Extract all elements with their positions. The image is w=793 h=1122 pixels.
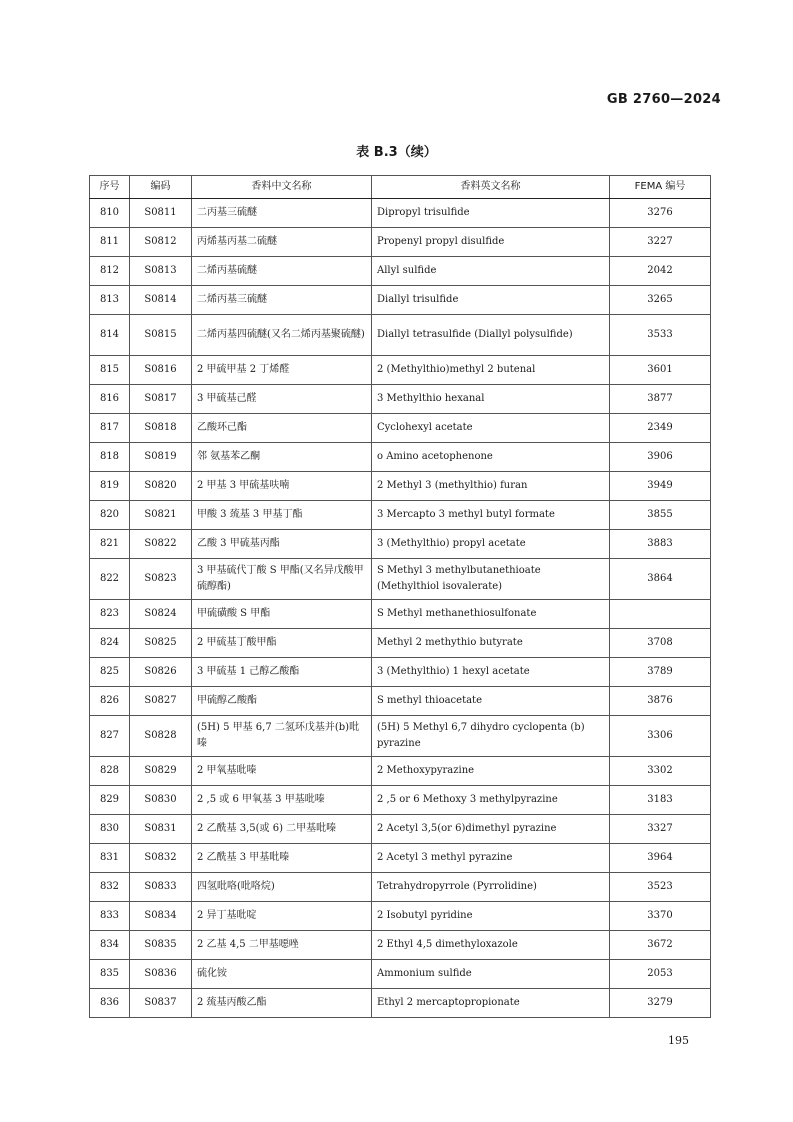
english-name-cell: S Methyl methanethiosulfonate: [372, 600, 610, 629]
chinese-name-cell: 乙酸环己酯: [192, 414, 372, 443]
serial-cell: 836: [90, 989, 130, 1018]
code-cell: S0816: [130, 356, 192, 385]
column-header-chinese-name: 香料中文名称: [192, 176, 372, 199]
code-cell: S0830: [130, 786, 192, 815]
table-row: [90, 873, 711, 902]
chinese-name-cell: 二烯丙基三硫醚: [192, 286, 372, 315]
english-name-cell: Propenyl propyl disulfide: [372, 228, 610, 257]
fema-number-cell: 3789: [610, 658, 711, 687]
chinese-name-cell: 2 甲基 3 甲硫基呋喃: [192, 472, 372, 501]
code-cell: S0818: [130, 414, 192, 443]
serial-cell: 827: [90, 716, 130, 757]
table-row: [90, 356, 711, 385]
chinese-name-cell: 3 甲硫基 1 己醇乙酸酯: [192, 658, 372, 687]
table-row: [90, 815, 711, 844]
table-row: [90, 501, 711, 530]
chinese-name-cell: 2 乙基 4,5 二甲基噁唑: [192, 931, 372, 960]
fema-number-cell: 2053: [610, 960, 711, 989]
serial-cell: 815: [90, 356, 130, 385]
english-name-cell: 2 Ethyl 4,5 dimethyloxazole: [372, 931, 610, 960]
table-row: [90, 600, 711, 629]
chinese-name-cell: 2 异丁基吡啶: [192, 902, 372, 931]
english-name-cell: 3 Methylthio hexanal: [372, 385, 610, 414]
serial-cell: 813: [90, 286, 130, 315]
serial-cell: 810: [90, 199, 130, 228]
fema-number-cell: 3864: [610, 559, 711, 600]
english-name-cell: 2 Methoxypyrazine: [372, 757, 610, 786]
chinese-name-cell: 3 甲硫基己醛: [192, 385, 372, 414]
english-name-cell: Methyl 2 methythio butyrate: [372, 629, 610, 658]
fema-number-cell: 3601: [610, 356, 711, 385]
code-cell: S0832: [130, 844, 192, 873]
table-body: [90, 199, 711, 1018]
code-cell: S0813: [130, 257, 192, 286]
chinese-name-cell: 2 巯基丙酸乙酯: [192, 989, 372, 1018]
fema-number-cell: 3302: [610, 757, 711, 786]
code-cell: S0833: [130, 873, 192, 902]
table-row: [90, 757, 711, 786]
table-row: [90, 199, 711, 228]
english-name-cell: Ethyl 2 mercaptopropionate: [372, 989, 610, 1018]
fema-number-cell: 3672: [610, 931, 711, 960]
fema-number-cell: 3523: [610, 873, 711, 902]
table-row: [90, 960, 711, 989]
chinese-name-cell: 四氢吡咯(吡咯烷): [192, 873, 372, 902]
table-row: [90, 989, 711, 1018]
chinese-name-cell: 甲酸 3 巯基 3 甲基丁酯: [192, 501, 372, 530]
table-row: [90, 315, 711, 356]
chinese-name-cell: 2 甲硫甲基 2 丁烯醛: [192, 356, 372, 385]
english-name-cell: Tetrahydropyrrole (Pyrrolidine): [372, 873, 610, 902]
serial-cell: 825: [90, 658, 130, 687]
standard-code: GB 2760—2024: [606, 92, 721, 107]
chinese-name-cell: 邻 氨基苯乙酮: [192, 443, 372, 472]
serial-cell: 821: [90, 530, 130, 559]
fema-number-cell: [610, 600, 711, 629]
english-name-cell: o Amino acetophenone: [372, 443, 610, 472]
english-name-cell: 3 (Methylthio) propyl acetate: [372, 530, 610, 559]
chinese-name-cell: 2 甲氧基吡嗪: [192, 757, 372, 786]
fema-number-cell: 3906: [610, 443, 711, 472]
serial-cell: 835: [90, 960, 130, 989]
table-row: [90, 228, 711, 257]
fema-number-cell: 3183: [610, 786, 711, 815]
code-cell: S0826: [130, 658, 192, 687]
fema-number-cell: 3227: [610, 228, 711, 257]
english-name-cell: Ammonium sulfide: [372, 960, 610, 989]
serial-cell: 830: [90, 815, 130, 844]
fema-number-cell: 3708: [610, 629, 711, 658]
table-row: [90, 716, 711, 757]
serial-cell: 812: [90, 257, 130, 286]
chinese-name-cell: 二烯丙基四硫醚(又名二烯丙基聚硫醚): [192, 315, 372, 356]
table-row: [90, 687, 711, 716]
serial-cell: 817: [90, 414, 130, 443]
english-name-cell: Allyl sulfide: [372, 257, 610, 286]
table-caption: 表 B.3（续）: [356, 145, 437, 160]
fema-number-cell: 3855: [610, 501, 711, 530]
fema-number-cell: 3877: [610, 385, 711, 414]
table-row: [90, 385, 711, 414]
fema-number-cell: 3279: [610, 989, 711, 1018]
chinese-name-cell: 甲硫磺酸 S 甲酯: [192, 600, 372, 629]
fema-number-cell: 3876: [610, 687, 711, 716]
chinese-name-cell: 二丙基三硫醚: [192, 199, 372, 228]
english-name-cell: Dipropyl trisulfide: [372, 199, 610, 228]
fema-number-cell: 3883: [610, 530, 711, 559]
fema-number-cell: 3370: [610, 902, 711, 931]
english-name-cell: S Methyl 3 methylbutanethioate (Methylthiol isovalerate): [372, 559, 610, 600]
code-cell: S0811: [130, 199, 192, 228]
serial-cell: 819: [90, 472, 130, 501]
serial-cell: 828: [90, 757, 130, 786]
serial-cell: 816: [90, 385, 130, 414]
table-row: [90, 629, 711, 658]
code-cell: S0824: [130, 600, 192, 629]
serial-cell: 814: [90, 315, 130, 356]
chinese-name-cell: 乙酸 3 甲硫基丙酯: [192, 530, 372, 559]
serial-cell: 833: [90, 902, 130, 931]
english-name-cell: Diallyl tetrasulfide (Diallyl polysulfide): [372, 315, 610, 356]
code-cell: S0823: [130, 559, 192, 600]
chinese-name-cell: 丙烯基丙基二硫醚: [192, 228, 372, 257]
column-header-english-name: 香料英文名称: [372, 176, 610, 199]
chinese-name-cell: 2 乙酰基 3,5(或 6) 二甲基吡嗪: [192, 815, 372, 844]
chinese-name-cell: 硫化铵: [192, 960, 372, 989]
chinese-name-cell: 甲硫醇乙酸酯: [192, 687, 372, 716]
chinese-name-cell: 2 乙酰基 3 甲基吡嗪: [192, 844, 372, 873]
fema-number-cell: 3533: [610, 315, 711, 356]
code-cell: S0822: [130, 530, 192, 559]
code-cell: S0831: [130, 815, 192, 844]
code-cell: S0834: [130, 902, 192, 931]
english-name-cell: S methyl thioacetate: [372, 687, 610, 716]
chinese-name-cell: 二烯丙基硫醚: [192, 257, 372, 286]
chinese-name-cell: 3 甲基硫代丁酸 S 甲酯(又名异戊酸甲硫醇酯): [192, 559, 372, 600]
code-cell: S0825: [130, 629, 192, 658]
table-row: [90, 286, 711, 315]
code-cell: S0820: [130, 472, 192, 501]
fema-number-cell: 3327: [610, 815, 711, 844]
table-header-row: [90, 176, 711, 199]
table-row: [90, 931, 711, 960]
english-name-cell: 3 Mercapto 3 methyl butyl formate: [372, 501, 610, 530]
code-cell: S0817: [130, 385, 192, 414]
column-header-fema-number: FEMA 编号: [610, 176, 711, 199]
code-cell: S0837: [130, 989, 192, 1018]
serial-cell: 818: [90, 443, 130, 472]
table-row: [90, 559, 711, 600]
table-row: [90, 414, 711, 443]
fema-number-cell: 2349: [610, 414, 711, 443]
fema-number-cell: 3949: [610, 472, 711, 501]
serial-cell: 831: [90, 844, 130, 873]
fema-number-cell: 2042: [610, 257, 711, 286]
english-name-cell: (5H) 5 Methyl 6,7 dihydro cyclopenta (b) pyrazine: [372, 716, 610, 757]
column-header-serial: 序号: [90, 176, 130, 199]
serial-cell: 822: [90, 559, 130, 600]
chinese-name-cell: (5H) 5 甲基 6,7 二氢环戊基并(b)吡嗪: [192, 716, 372, 757]
table-row: [90, 472, 711, 501]
chinese-name-cell: 2 ,5 或 6 甲氧基 3 甲基吡嗪: [192, 786, 372, 815]
fema-number-cell: 3265: [610, 286, 711, 315]
column-header-code: 编码: [130, 176, 192, 199]
table-row: [90, 902, 711, 931]
serial-cell: 820: [90, 501, 130, 530]
code-cell: S0814: [130, 286, 192, 315]
serial-cell: 823: [90, 600, 130, 629]
english-name-cell: 2 Isobutyl pyridine: [372, 902, 610, 931]
serial-cell: 826: [90, 687, 130, 716]
serial-cell: 811: [90, 228, 130, 257]
english-name-cell: Diallyl trisulfide: [372, 286, 610, 315]
english-name-cell: Cyclohexyl acetate: [372, 414, 610, 443]
table-row: [90, 257, 711, 286]
serial-cell: 832: [90, 873, 130, 902]
code-cell: S0836: [130, 960, 192, 989]
english-name-cell: 2 Acetyl 3 methyl pyrazine: [372, 844, 610, 873]
table-row: [90, 530, 711, 559]
english-name-cell: 2 Acetyl 3,5(or 6)dimethyl pyrazine: [372, 815, 610, 844]
code-cell: S0829: [130, 757, 192, 786]
table-row: [90, 658, 711, 687]
table-row: [90, 786, 711, 815]
table-row: [90, 844, 711, 873]
table-row: [90, 443, 711, 472]
code-cell: S0827: [130, 687, 192, 716]
serial-cell: 824: [90, 629, 130, 658]
serial-cell: 829: [90, 786, 130, 815]
code-cell: S0819: [130, 443, 192, 472]
english-name-cell: 2 ,5 or 6 Methoxy 3 methylpyrazine: [372, 786, 610, 815]
chinese-name-cell: 2 甲硫基丁酸甲酯: [192, 629, 372, 658]
code-cell: S0821: [130, 501, 192, 530]
code-cell: S0835: [130, 931, 192, 960]
code-cell: S0828: [130, 716, 192, 757]
code-cell: S0815: [130, 315, 192, 356]
english-name-cell: 2 (Methylthio)methyl 2 butenal: [372, 356, 610, 385]
fema-number-cell: 3964: [610, 844, 711, 873]
english-name-cell: 3 (Methylthio) 1 hexyl acetate: [372, 658, 610, 687]
flavor-table: [89, 175, 711, 1018]
fema-number-cell: 3306: [610, 716, 711, 757]
fema-number-cell: 3276: [610, 199, 711, 228]
page-number: 195: [668, 1034, 689, 1047]
english-name-cell: 2 Methyl 3 (methylthio) furan: [372, 472, 610, 501]
serial-cell: 834: [90, 931, 130, 960]
code-cell: S0812: [130, 228, 192, 257]
